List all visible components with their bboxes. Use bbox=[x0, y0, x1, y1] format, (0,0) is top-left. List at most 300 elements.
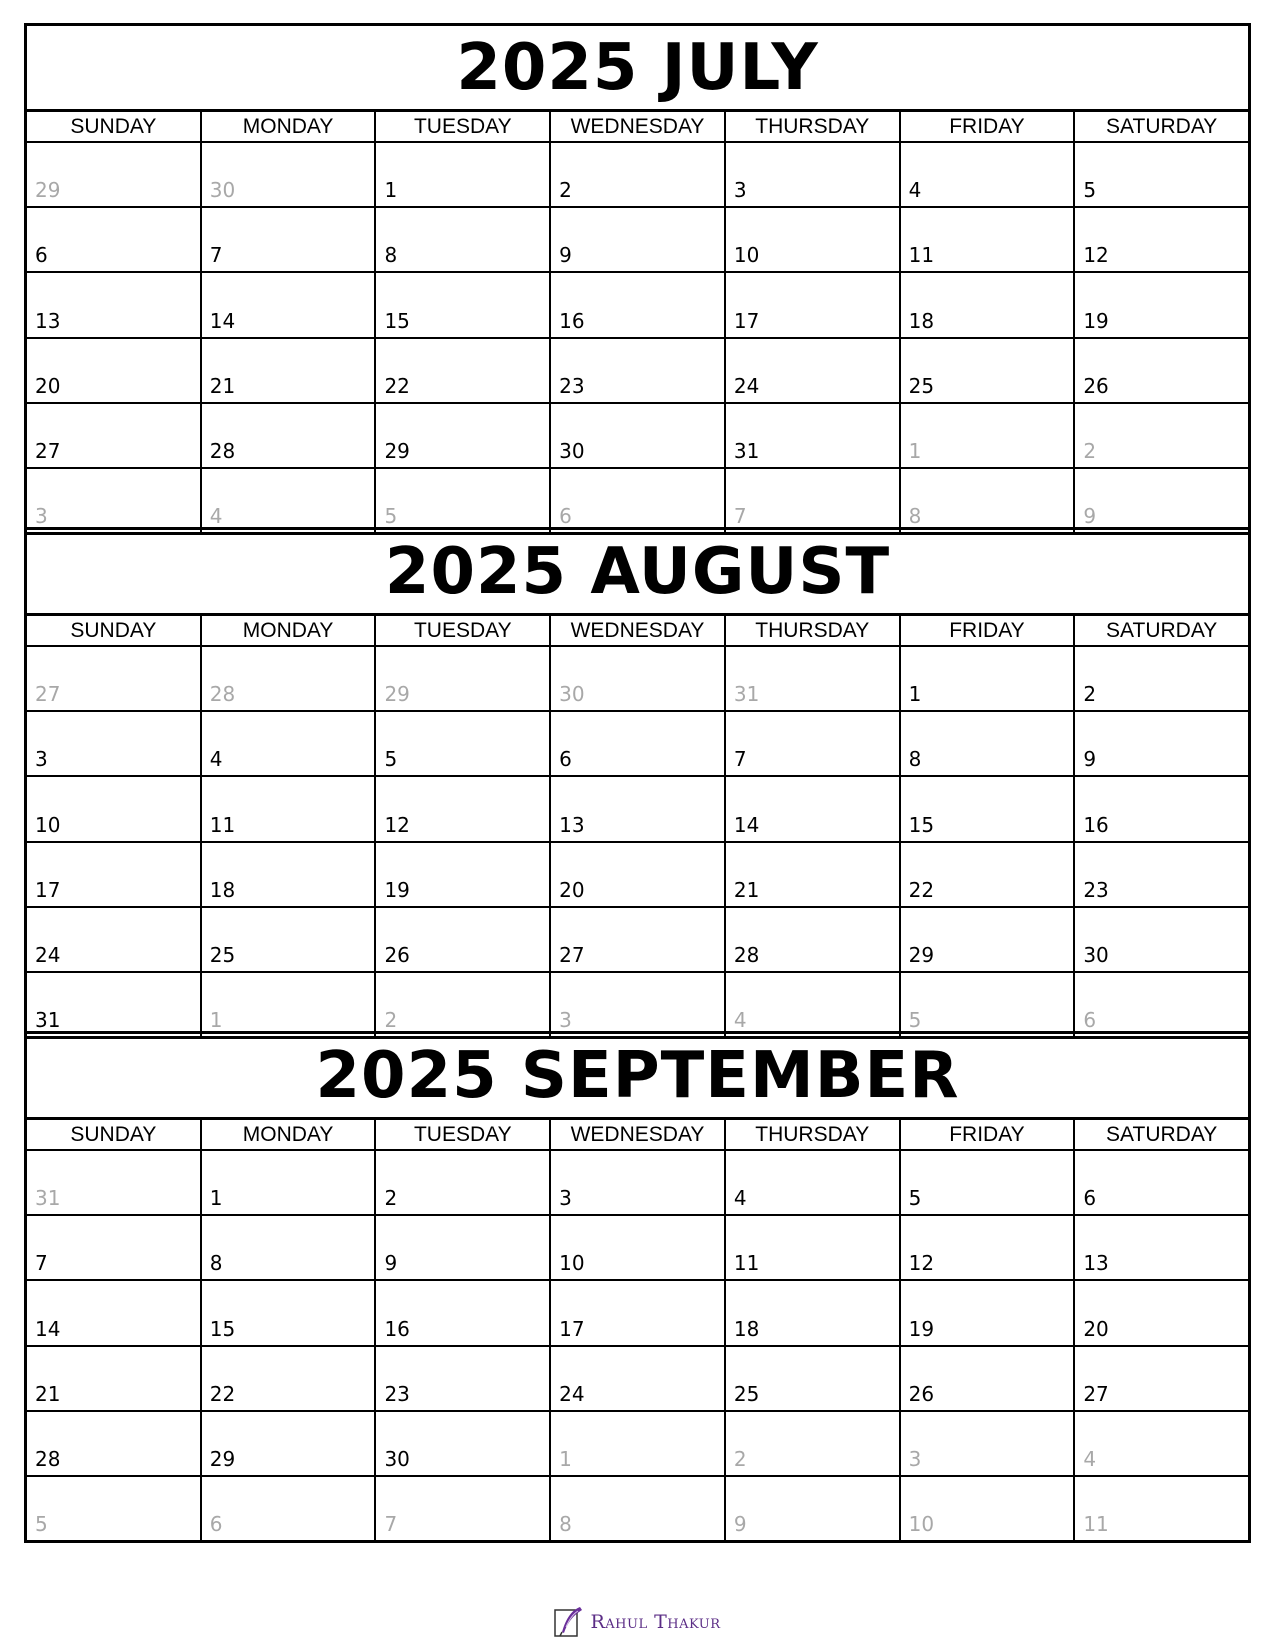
day-cell-other-month bbox=[1075, 973, 1248, 1036]
day-cell-other-month bbox=[901, 1477, 1076, 1540]
weekday-label: MONDAY bbox=[202, 616, 377, 645]
weekday-header-row bbox=[27, 112, 1248, 143]
week-row bbox=[27, 1477, 1248, 1540]
day-number: 23 bbox=[559, 373, 585, 398]
day-cell bbox=[726, 273, 901, 336]
day-cell bbox=[1075, 273, 1248, 336]
day-grid bbox=[27, 647, 1248, 1036]
day-number: 14 bbox=[35, 1316, 61, 1341]
day-cell bbox=[551, 1281, 726, 1344]
day-cell bbox=[27, 908, 202, 971]
day-number: 7 bbox=[733, 504, 747, 529]
day-number: 1 bbox=[908, 438, 922, 463]
day-number: 28 bbox=[209, 682, 236, 707]
day-cell bbox=[901, 647, 1076, 710]
day-cell-other-month bbox=[551, 469, 726, 532]
week-row bbox=[27, 1151, 1248, 1216]
day-cell bbox=[726, 208, 901, 271]
day-cell bbox=[901, 908, 1076, 971]
month-calendar-august bbox=[24, 527, 1251, 1039]
day-number: 6 bbox=[209, 1512, 223, 1537]
day-cell bbox=[551, 908, 726, 971]
day-cell bbox=[551, 339, 726, 402]
day-cell bbox=[27, 1281, 202, 1344]
week-row bbox=[27, 973, 1248, 1036]
day-cell bbox=[726, 1151, 901, 1214]
day-cell bbox=[202, 208, 377, 271]
day-cell bbox=[726, 143, 901, 206]
week-row bbox=[27, 143, 1248, 208]
day-number: 1 bbox=[384, 178, 398, 203]
day-number: 28 bbox=[209, 438, 236, 463]
day-number: 30 bbox=[209, 178, 236, 203]
day-number: 3 bbox=[35, 747, 48, 772]
day-cell bbox=[726, 1281, 901, 1344]
day-cell-other-month bbox=[376, 469, 551, 532]
day-cell bbox=[1075, 712, 1248, 775]
day-number: 19 bbox=[908, 1316, 935, 1341]
weekday-label: MONDAY bbox=[202, 112, 377, 141]
weekday-label: SATURDAY bbox=[1106, 619, 1218, 642]
day-number: 10 bbox=[559, 1251, 585, 1276]
day-number: 7 bbox=[209, 243, 223, 268]
day-cell bbox=[27, 1412, 202, 1475]
day-number: 28 bbox=[35, 1446, 61, 1471]
day-number: 4 bbox=[908, 178, 922, 203]
day-cell bbox=[901, 1151, 1076, 1214]
day-number: 16 bbox=[384, 1316, 410, 1341]
day-cell-other-month bbox=[726, 1477, 901, 1540]
day-cell-other-month bbox=[202, 1477, 377, 1540]
day-number: 25 bbox=[733, 1381, 760, 1406]
day-cell bbox=[551, 273, 726, 336]
day-number: 6 bbox=[1083, 1008, 1097, 1033]
month-title: 2025 AUGUST bbox=[27, 530, 1248, 616]
day-number: 5 bbox=[908, 1008, 922, 1033]
weekday-label: FRIDAY bbox=[901, 112, 1076, 141]
day-number: 4 bbox=[209, 504, 223, 529]
day-number: 2 bbox=[384, 1008, 398, 1033]
week-row bbox=[27, 777, 1248, 842]
day-number: 6 bbox=[559, 747, 572, 772]
weekday-label: TUESDAY bbox=[376, 112, 551, 141]
day-cell bbox=[1075, 647, 1248, 710]
day-cell bbox=[376, 339, 551, 402]
day-number: 26 bbox=[908, 1381, 935, 1406]
day-number: 7 bbox=[35, 1251, 48, 1276]
day-cell-other-month bbox=[1075, 469, 1248, 532]
day-number: 20 bbox=[35, 373, 61, 398]
day-cell bbox=[376, 143, 551, 206]
month-title: 2025 JULY bbox=[27, 26, 1248, 112]
day-cell bbox=[27, 712, 202, 775]
day-number: 31 bbox=[35, 1008, 61, 1033]
day-cell bbox=[901, 143, 1076, 206]
day-number: 14 bbox=[209, 308, 236, 333]
day-cell-other-month bbox=[726, 469, 901, 532]
day-cell bbox=[376, 843, 551, 906]
weekday-label: SUNDAY bbox=[27, 616, 202, 645]
day-number: 6 bbox=[35, 243, 48, 268]
day-number: 18 bbox=[908, 308, 935, 333]
day-cell-other-month bbox=[376, 647, 551, 710]
day-number: 3 bbox=[908, 1446, 922, 1471]
week-row bbox=[27, 908, 1248, 973]
day-number: 5 bbox=[384, 504, 398, 529]
day-number: 21 bbox=[35, 1381, 61, 1406]
day-cell-other-month bbox=[27, 469, 202, 532]
day-number: 8 bbox=[908, 504, 922, 529]
day-number: 3 bbox=[733, 178, 747, 203]
day-number: 15 bbox=[384, 308, 410, 333]
day-number: 22 bbox=[209, 1381, 236, 1406]
weekday-label: SATURDAY bbox=[1106, 115, 1218, 138]
day-cell bbox=[202, 777, 377, 840]
day-number: 24 bbox=[733, 373, 760, 398]
day-cell bbox=[1075, 777, 1248, 840]
day-number: 25 bbox=[209, 942, 236, 967]
day-cell bbox=[901, 777, 1076, 840]
day-cell bbox=[202, 1281, 377, 1344]
day-cell-other-month bbox=[901, 973, 1076, 1036]
day-cell bbox=[551, 143, 726, 206]
day-cell bbox=[1075, 1281, 1248, 1344]
week-row bbox=[27, 1281, 1248, 1346]
week-row bbox=[27, 1216, 1248, 1281]
day-number: 26 bbox=[1083, 373, 1109, 398]
day-cell bbox=[27, 404, 202, 467]
week-row bbox=[27, 404, 1248, 469]
day-number: 3 bbox=[559, 1008, 572, 1033]
day-number: 30 bbox=[384, 1446, 410, 1471]
day-cell-other-month bbox=[202, 973, 377, 1036]
day-cell bbox=[27, 208, 202, 271]
day-cell bbox=[1075, 843, 1248, 906]
week-row bbox=[27, 1347, 1248, 1412]
week-row bbox=[27, 712, 1248, 777]
day-cell bbox=[551, 404, 726, 467]
day-cell bbox=[726, 777, 901, 840]
weekday-label: THURSDAY bbox=[726, 616, 901, 645]
day-number: 13 bbox=[1083, 1251, 1109, 1276]
day-cell bbox=[901, 208, 1076, 271]
day-cell bbox=[726, 843, 901, 906]
day-cell-other-month bbox=[1075, 1477, 1248, 1540]
day-number: 11 bbox=[1083, 1512, 1109, 1537]
day-cell-other-month bbox=[726, 647, 901, 710]
day-cell-other-month bbox=[901, 469, 1076, 532]
month-title: 2025 SEPTEMBER bbox=[27, 1034, 1248, 1120]
day-cell bbox=[376, 404, 551, 467]
day-number: 11 bbox=[209, 812, 236, 837]
weekday-label: SATURDAY bbox=[1106, 1123, 1218, 1146]
week-row bbox=[27, 339, 1248, 404]
day-number: 9 bbox=[733, 1512, 747, 1537]
day-number: 27 bbox=[35, 682, 61, 707]
day-cell bbox=[27, 273, 202, 336]
week-row bbox=[27, 843, 1248, 908]
day-grid bbox=[27, 143, 1248, 532]
day-cell-other-month bbox=[376, 1477, 551, 1540]
day-number: 15 bbox=[908, 812, 935, 837]
day-cell bbox=[376, 1216, 551, 1279]
day-number: 10 bbox=[908, 1512, 935, 1537]
day-number: 21 bbox=[209, 373, 236, 398]
day-cell bbox=[27, 1216, 202, 1279]
day-cell bbox=[202, 339, 377, 402]
day-number: 11 bbox=[733, 1251, 760, 1276]
day-number: 19 bbox=[1083, 308, 1109, 333]
day-cell-other-month bbox=[27, 1151, 202, 1214]
day-number: 27 bbox=[1083, 1381, 1109, 1406]
day-number: 18 bbox=[209, 877, 236, 902]
day-number: 9 bbox=[1083, 747, 1097, 772]
day-number: 9 bbox=[559, 243, 572, 268]
day-number: 23 bbox=[384, 1381, 410, 1406]
weekday-label: SUNDAY bbox=[27, 1120, 202, 1149]
day-number: 1 bbox=[209, 1008, 223, 1033]
day-number: 25 bbox=[908, 373, 935, 398]
day-number: 31 bbox=[733, 438, 760, 463]
day-number: 7 bbox=[384, 1512, 398, 1537]
day-cell bbox=[202, 1412, 377, 1475]
day-cell-other-month bbox=[551, 1477, 726, 1540]
day-number: 3 bbox=[35, 504, 48, 529]
day-number: 8 bbox=[908, 747, 922, 772]
day-number: 15 bbox=[209, 1316, 236, 1341]
day-cell-other-month bbox=[1075, 1412, 1248, 1475]
day-cell bbox=[376, 208, 551, 271]
day-cell-other-month bbox=[726, 1412, 901, 1475]
day-number: 5 bbox=[384, 747, 398, 772]
day-cell bbox=[1075, 908, 1248, 971]
day-cell bbox=[551, 1216, 726, 1279]
day-cell bbox=[202, 908, 377, 971]
day-number: 2 bbox=[733, 1446, 747, 1471]
day-number: 5 bbox=[908, 1186, 922, 1211]
month-calendar-july bbox=[24, 23, 1251, 535]
day-cell bbox=[202, 404, 377, 467]
day-cell bbox=[27, 1347, 202, 1410]
day-cell bbox=[202, 1347, 377, 1410]
day-cell bbox=[27, 973, 202, 1036]
day-number: 16 bbox=[1083, 812, 1109, 837]
week-row bbox=[27, 1412, 1248, 1477]
day-cell bbox=[202, 843, 377, 906]
day-grid bbox=[27, 1151, 1248, 1540]
day-cell-other-month bbox=[202, 469, 377, 532]
day-cell bbox=[726, 908, 901, 971]
day-cell bbox=[27, 843, 202, 906]
day-number: 12 bbox=[908, 1251, 935, 1276]
weekday-header-row bbox=[27, 616, 1248, 647]
day-number: 22 bbox=[384, 373, 410, 398]
weekday-label: THURSDAY bbox=[726, 1120, 901, 1149]
day-cell-other-month bbox=[726, 973, 901, 1036]
day-cell bbox=[726, 404, 901, 467]
day-number: 4 bbox=[1083, 1446, 1097, 1471]
day-cell-other-month bbox=[551, 1412, 726, 1475]
day-number: 11 bbox=[908, 243, 935, 268]
month-calendar-september bbox=[24, 1031, 1251, 1543]
day-cell bbox=[1075, 143, 1248, 206]
day-number: 30 bbox=[559, 682, 585, 707]
day-number: 28 bbox=[733, 942, 760, 967]
day-cell bbox=[376, 712, 551, 775]
day-cell bbox=[551, 712, 726, 775]
day-cell bbox=[1075, 1151, 1248, 1214]
day-number: 31 bbox=[733, 682, 760, 707]
day-cell-other-month bbox=[551, 647, 726, 710]
day-number: 13 bbox=[559, 812, 585, 837]
day-number: 5 bbox=[35, 1512, 48, 1537]
day-cell bbox=[376, 1281, 551, 1344]
weekday-label: TUESDAY bbox=[376, 1120, 551, 1149]
weekday-label: FRIDAY bbox=[901, 1120, 1076, 1149]
day-number: 4 bbox=[733, 1186, 747, 1211]
day-number: 10 bbox=[733, 243, 760, 268]
day-cell bbox=[726, 712, 901, 775]
day-number: 10 bbox=[35, 812, 61, 837]
week-row bbox=[27, 469, 1248, 532]
day-cell bbox=[551, 1347, 726, 1410]
weekday-label: WEDNESDAY bbox=[551, 1120, 726, 1149]
day-cell bbox=[901, 1281, 1076, 1344]
day-number: 9 bbox=[1083, 504, 1097, 529]
day-number: 29 bbox=[35, 178, 61, 203]
weekday-header-row bbox=[27, 1120, 1248, 1151]
day-number: 17 bbox=[559, 1316, 585, 1341]
day-number: 30 bbox=[1083, 942, 1109, 967]
day-cell bbox=[202, 1151, 377, 1214]
day-number: 9 bbox=[384, 1251, 398, 1276]
day-number: 3 bbox=[559, 1186, 572, 1211]
day-number: 23 bbox=[1083, 877, 1109, 902]
weekday-label: FRIDAY bbox=[901, 616, 1076, 645]
day-number: 24 bbox=[35, 942, 61, 967]
day-number: 12 bbox=[384, 812, 410, 837]
day-number: 21 bbox=[733, 877, 760, 902]
day-cell bbox=[376, 1151, 551, 1214]
day-cell bbox=[901, 1216, 1076, 1279]
day-number: 20 bbox=[559, 877, 585, 902]
day-number: 14 bbox=[733, 812, 760, 837]
day-number: 2 bbox=[384, 1186, 398, 1211]
day-cell-other-month bbox=[901, 1412, 1076, 1475]
week-row bbox=[27, 273, 1248, 338]
day-cell bbox=[726, 339, 901, 402]
weekday-label: TUESDAY bbox=[376, 616, 551, 645]
week-row bbox=[27, 208, 1248, 273]
day-number: 29 bbox=[908, 942, 935, 967]
day-number: 18 bbox=[733, 1316, 760, 1341]
day-cell bbox=[202, 1216, 377, 1279]
day-cell bbox=[376, 1347, 551, 1410]
day-number: 13 bbox=[35, 308, 61, 333]
day-number: 19 bbox=[384, 877, 410, 902]
brand-name: Rahul Thakur bbox=[590, 1611, 721, 1633]
day-cell-other-month bbox=[376, 973, 551, 1036]
day-cell bbox=[551, 208, 726, 271]
day-cell bbox=[901, 712, 1076, 775]
day-cell bbox=[901, 1347, 1076, 1410]
day-number: 17 bbox=[733, 308, 760, 333]
day-cell bbox=[376, 1412, 551, 1475]
day-cell bbox=[1075, 1216, 1248, 1279]
day-number: 2 bbox=[559, 178, 572, 203]
day-number: 29 bbox=[384, 438, 410, 463]
day-cell bbox=[901, 273, 1076, 336]
day-cell-other-month bbox=[27, 1477, 202, 1540]
day-cell bbox=[1075, 208, 1248, 271]
weekday-label: MONDAY bbox=[202, 1120, 377, 1149]
day-cell bbox=[901, 339, 1076, 402]
day-cell-other-month bbox=[27, 647, 202, 710]
day-number: 4 bbox=[733, 1008, 747, 1033]
day-number: 1 bbox=[908, 682, 922, 707]
day-number: 29 bbox=[384, 682, 410, 707]
day-number: 6 bbox=[559, 504, 572, 529]
day-cell bbox=[901, 843, 1076, 906]
day-cell bbox=[1075, 339, 1248, 402]
weekday-label: WEDNESDAY bbox=[551, 616, 726, 645]
day-cell bbox=[27, 777, 202, 840]
day-cell-other-month bbox=[551, 973, 726, 1036]
day-cell bbox=[726, 1216, 901, 1279]
day-number: 2 bbox=[1083, 438, 1097, 463]
day-cell bbox=[551, 777, 726, 840]
day-number: 17 bbox=[35, 877, 61, 902]
day-cell bbox=[376, 908, 551, 971]
day-cell bbox=[202, 273, 377, 336]
day-cell-other-month bbox=[901, 404, 1076, 467]
day-cell bbox=[376, 273, 551, 336]
day-cell-other-month bbox=[1075, 404, 1248, 467]
day-number: 20 bbox=[1083, 1316, 1109, 1341]
day-number: 1 bbox=[559, 1446, 572, 1471]
day-number: 31 bbox=[35, 1186, 61, 1211]
day-number: 27 bbox=[559, 942, 585, 967]
day-number: 8 bbox=[559, 1512, 572, 1537]
day-number: 4 bbox=[209, 747, 223, 772]
day-number: 12 bbox=[1083, 243, 1109, 268]
day-number: 8 bbox=[384, 243, 398, 268]
day-cell bbox=[551, 843, 726, 906]
day-number: 24 bbox=[559, 1381, 585, 1406]
weekday-label: WEDNESDAY bbox=[551, 112, 726, 141]
day-number: 29 bbox=[209, 1446, 236, 1471]
day-number: 30 bbox=[559, 438, 585, 463]
day-cell bbox=[1075, 1347, 1248, 1410]
day-number: 26 bbox=[384, 942, 410, 967]
week-row bbox=[27, 647, 1248, 712]
day-cell-other-month bbox=[202, 647, 377, 710]
day-cell bbox=[376, 777, 551, 840]
day-number: 5 bbox=[1083, 178, 1097, 203]
weekday-label: SUNDAY bbox=[27, 112, 202, 141]
day-number: 6 bbox=[1083, 1186, 1097, 1211]
day-cell bbox=[27, 339, 202, 402]
day-number: 16 bbox=[559, 308, 585, 333]
quill-pen-icon bbox=[554, 1606, 584, 1638]
day-cell bbox=[551, 1151, 726, 1214]
footer-branding bbox=[0, 1604, 1275, 1640]
day-cell-other-month bbox=[27, 143, 202, 206]
day-cell bbox=[202, 712, 377, 775]
day-number: 8 bbox=[209, 1251, 223, 1276]
day-number: 1 bbox=[209, 1186, 223, 1211]
day-number: 27 bbox=[35, 438, 61, 463]
